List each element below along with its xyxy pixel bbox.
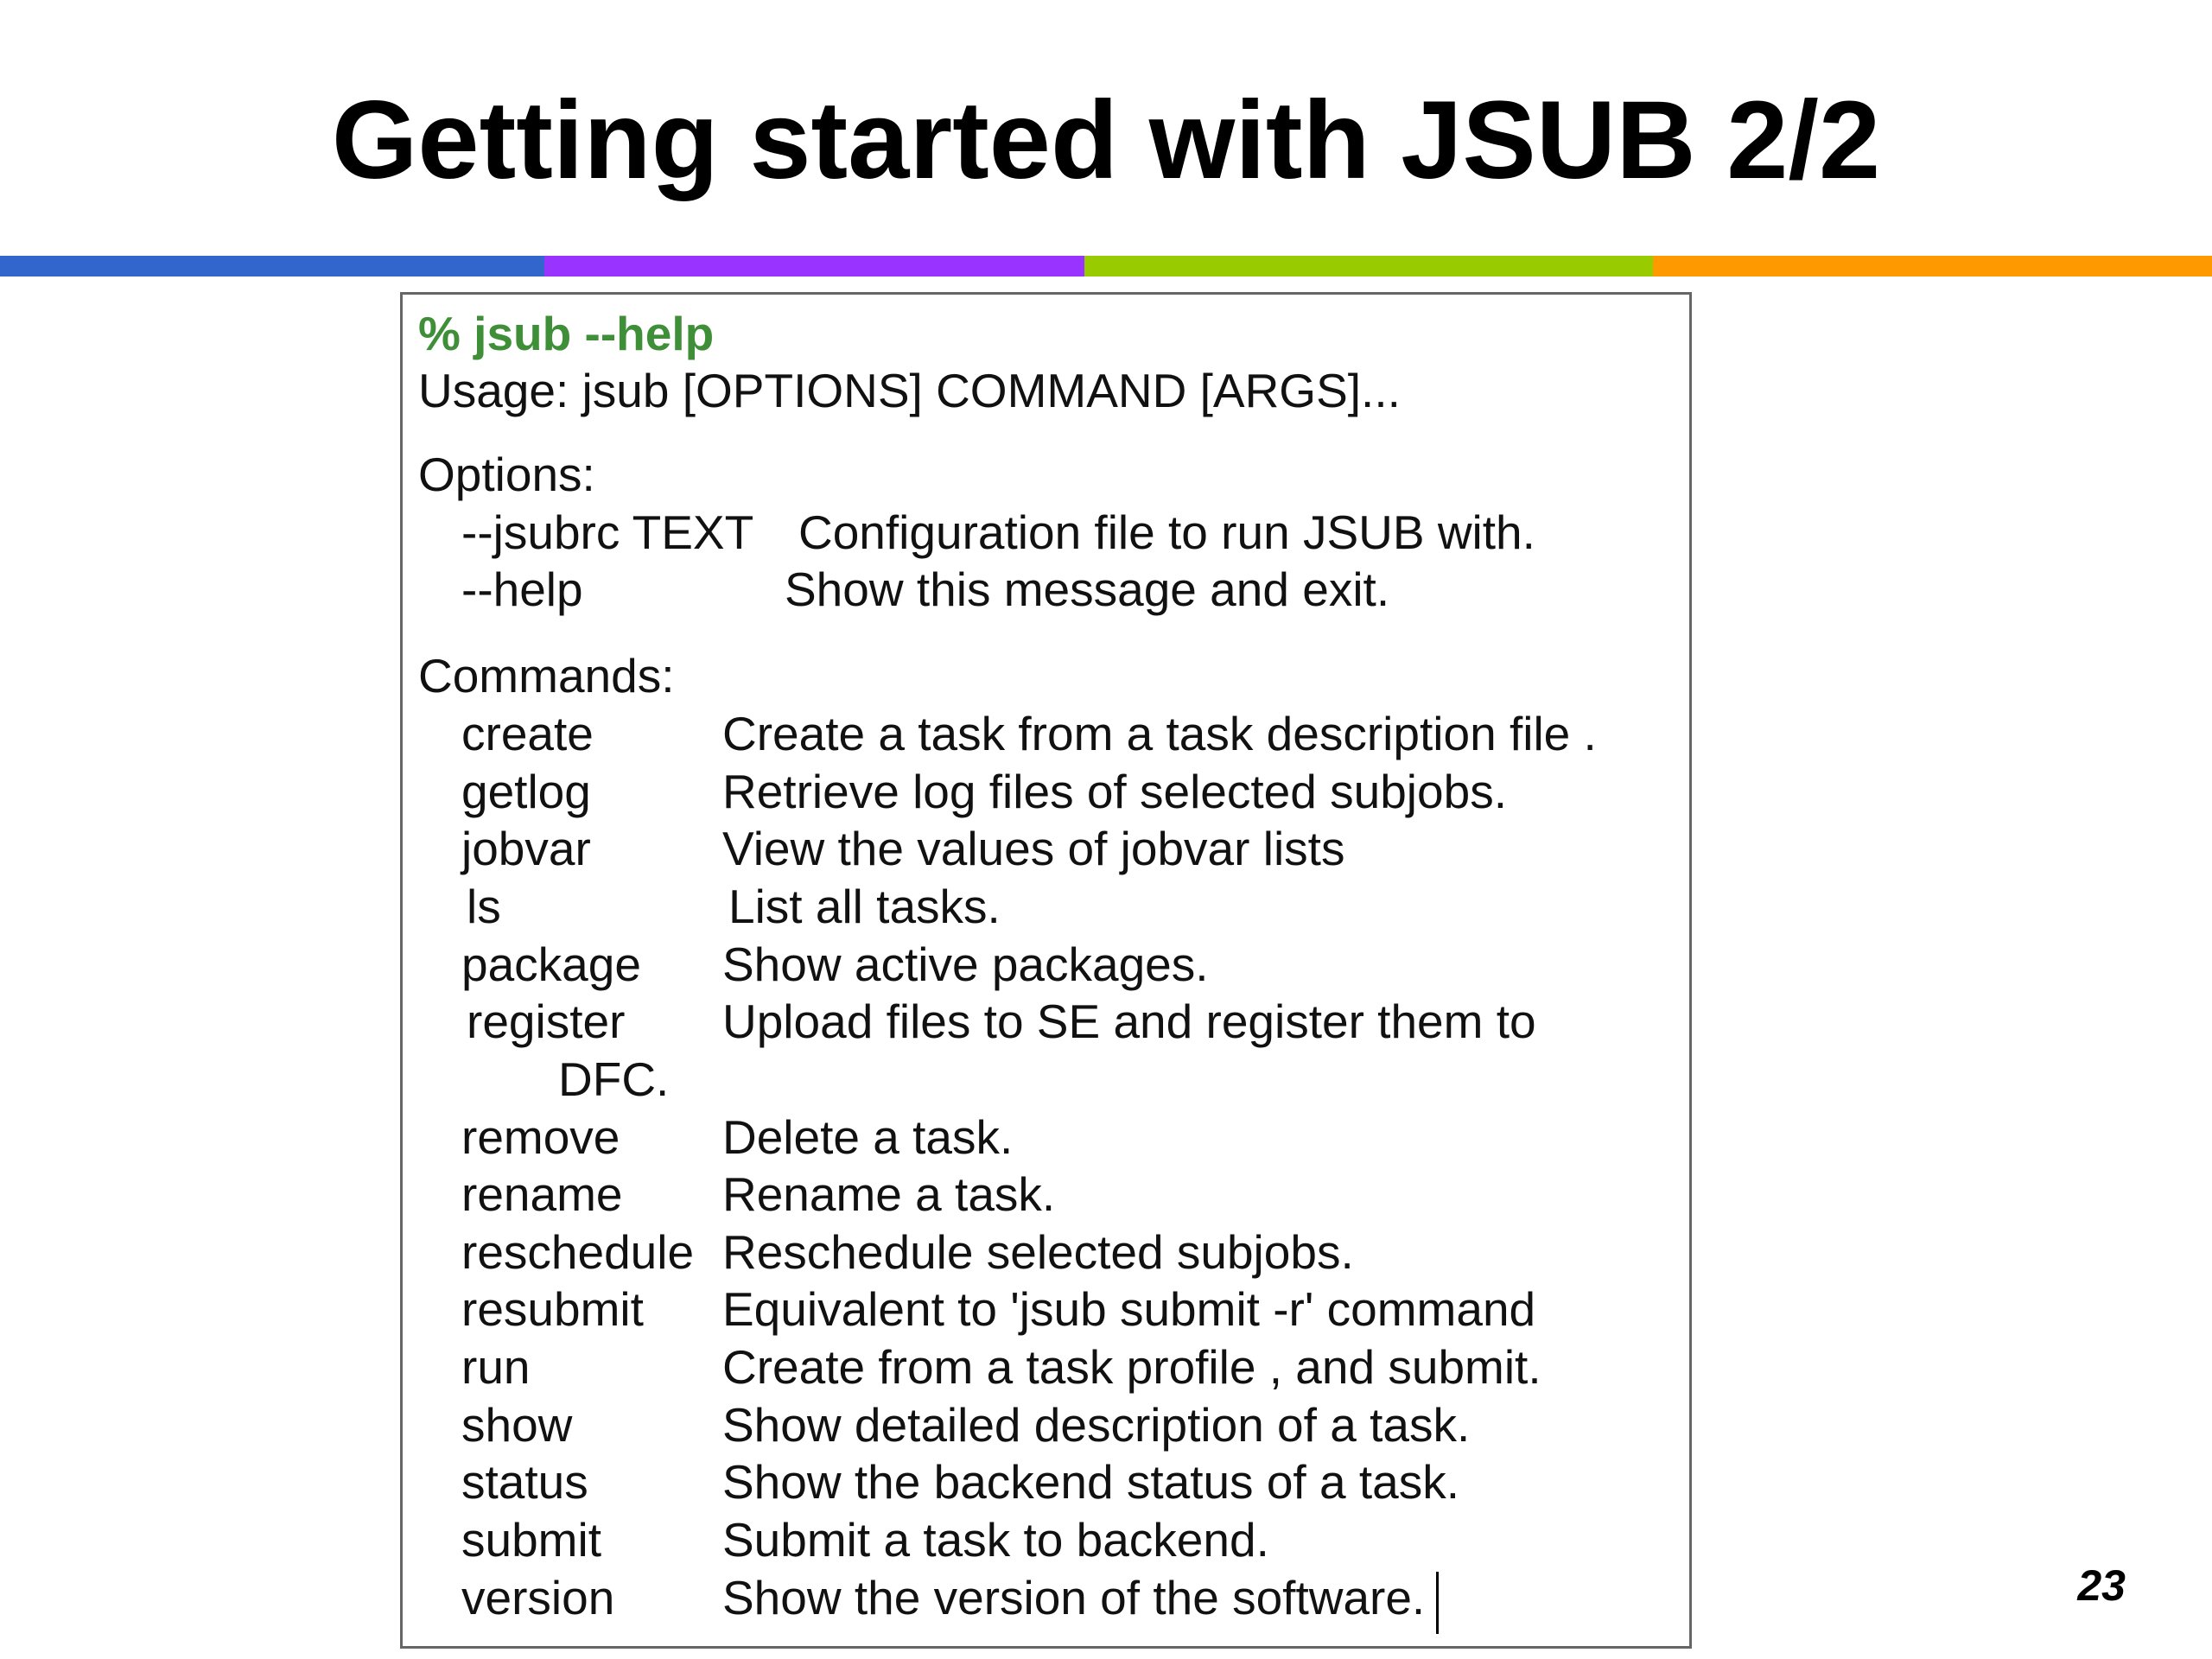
command-desc: Equivalent to 'jsub submit -r' command [722, 1282, 1536, 1336]
command-desc-continuation: DFC. [558, 1052, 670, 1106]
divider-segment-purple [544, 256, 1084, 276]
commands-header: Commands: [418, 649, 675, 702]
command-name: rename [461, 1167, 623, 1221]
prompt-command: % jsub --help [418, 307, 715, 360]
command-desc: Upload files to SE and register them to [722, 995, 1536, 1048]
command-desc: View the values of jobvar lists [722, 822, 1345, 875]
color-divider-bar [0, 256, 2212, 276]
divider-segment-blue [0, 256, 544, 276]
command-desc: Submit a task to backend. [722, 1513, 1269, 1567]
command-name: create [461, 707, 594, 760]
command-name: version [461, 1571, 615, 1624]
command-desc: Delete a task. [722, 1110, 1014, 1164]
page-number: 23 [2077, 1561, 2126, 1610]
command-desc: Create from a task profile , and submit. [722, 1340, 1541, 1394]
option-desc: Show this message and exit. [785, 563, 1390, 616]
option-flag: --help [461, 563, 583, 616]
text-cursor [1436, 1572, 1439, 1634]
command-desc: Reschedule selected subjobs. [722, 1225, 1354, 1279]
command-name: status [461, 1455, 588, 1509]
option-desc: Configuration file to run JSUB with. [798, 505, 1535, 559]
command-desc: Retrieve log files of selected subjobs. [722, 765, 1507, 818]
command-desc: Create a task from a task description file . [722, 707, 1597, 760]
option-flag: --jsubrc TEXT [461, 505, 754, 559]
command-name: remove [461, 1110, 620, 1164]
command-desc: List all tasks. [728, 880, 1001, 933]
command-name: resubmit [461, 1282, 644, 1336]
command-name: register [467, 995, 626, 1048]
command-name: getlog [461, 765, 591, 818]
options-header: Options: [418, 448, 595, 501]
command-desc: Show the version of the software. [722, 1571, 1426, 1624]
divider-segment-green [1084, 256, 1653, 276]
command-name: submit [461, 1513, 601, 1567]
command-name: run [461, 1340, 531, 1394]
usage-line: Usage: jsub [OPTIONS] COMMAND [ARGS]... [418, 364, 1401, 417]
command-desc: Show detailed description of a task. [722, 1398, 1471, 1452]
command-name: show [461, 1398, 573, 1452]
command-name: reschedule [461, 1225, 695, 1279]
command-desc: Show active packages. [722, 938, 1209, 991]
command-desc: Rename a task. [722, 1167, 1056, 1221]
help-output-box [400, 292, 1692, 1649]
command-name: ls [467, 880, 501, 933]
slide-title: Getting started with JSUB 2/2 [331, 79, 1881, 202]
command-name: jobvar [461, 822, 591, 875]
command-desc: Show the backend status of a task. [722, 1455, 1460, 1509]
command-name: package [461, 938, 641, 991]
divider-segment-orange [1653, 256, 2212, 276]
